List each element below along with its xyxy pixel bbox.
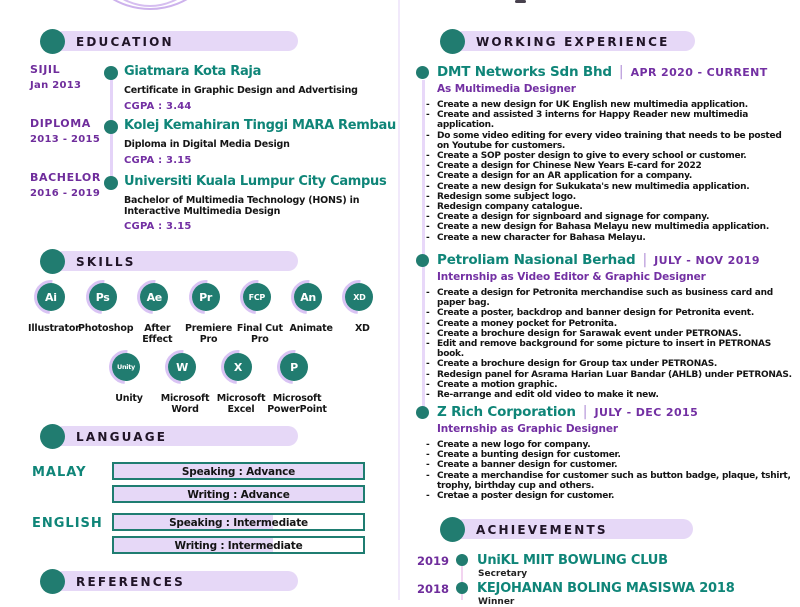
job-role: Internship as Video Editor & Graphic Designer bbox=[437, 271, 706, 283]
skill-animate bbox=[285, 283, 336, 345]
header-bullet-icon bbox=[40, 29, 65, 54]
level-dates: 2016 - 2019 bbox=[30, 188, 101, 199]
language-malay-label: MALAY bbox=[32, 465, 87, 480]
dash-marker: - bbox=[426, 379, 430, 390]
bullet-item: - Redesign some subject logo. bbox=[426, 191, 576, 202]
skill-xd bbox=[337, 283, 388, 345]
level-label: DIPLOMA bbox=[30, 117, 91, 130]
job-dates: JULY - NOV 2019 bbox=[654, 253, 760, 267]
education-entry bbox=[124, 64, 400, 112]
skill-label: Animate bbox=[289, 323, 333, 334]
job-bullets bbox=[426, 288, 796, 400]
bullet-item: - Create a money pocket for Petronita. bbox=[426, 318, 617, 329]
dash-marker: - bbox=[426, 212, 430, 223]
final-cut-pro-icon: FCP bbox=[243, 283, 271, 311]
skill-after-effect bbox=[132, 283, 183, 345]
xd-icon: XD bbox=[345, 283, 373, 311]
header-bullet-icon bbox=[440, 29, 465, 54]
skill-powerpoint bbox=[267, 353, 327, 415]
job-bullets bbox=[426, 100, 796, 243]
bullet-item: - Create a banner design for customer. bbox=[426, 460, 618, 471]
level-dates: 2013 - 2015 bbox=[30, 134, 101, 145]
dash-marker: - bbox=[426, 202, 430, 213]
references-header bbox=[40, 569, 298, 594]
language-bar-english-writing bbox=[112, 536, 365, 554]
education-header bbox=[40, 29, 298, 54]
dash-marker: - bbox=[426, 328, 430, 339]
bar-text: Speaking : Advance bbox=[181, 466, 296, 478]
job-header bbox=[416, 404, 796, 420]
level-label: BACHELOR bbox=[30, 171, 101, 184]
excel-icon: X bbox=[224, 353, 252, 381]
cropped-top-artifact bbox=[515, 0, 526, 3]
job-dmt-networks bbox=[416, 64, 796, 243]
skill-illustrator bbox=[28, 283, 80, 345]
separator: | bbox=[582, 404, 588, 420]
achievement-year: 2019 bbox=[417, 554, 450, 568]
bullet-item: - Create a poster, backdrop and banner design for Petronita event. bbox=[426, 308, 755, 319]
company-name: DMT Networks Sdn Bhd bbox=[437, 64, 612, 80]
animate-icon: An bbox=[294, 283, 322, 311]
education-level-bachelor bbox=[30, 171, 101, 199]
skills-row-1 bbox=[28, 283, 388, 345]
achievement-role: Secretary bbox=[478, 569, 528, 579]
skill-label: Microsoft PowerPoint bbox=[267, 393, 327, 415]
bullet-item: - Re-arrange and edit old video to make it new. bbox=[426, 390, 659, 401]
language-english-label: ENGLISH bbox=[32, 516, 103, 531]
language-bar-malay-writing bbox=[112, 485, 365, 503]
dash-marker: - bbox=[426, 151, 430, 162]
premiere-pro-icon: Pr bbox=[192, 283, 220, 311]
skill-label: XD bbox=[354, 323, 370, 334]
bullet-item: - Create a merchandise for customer such as button badge, plaque, tshirt, trophy, birthday cup and others. bbox=[426, 470, 791, 491]
job-dates: JULY - DEC 2015 bbox=[594, 405, 699, 419]
bullet-item: - Create a brochure design for Group tax under PETRONAS. bbox=[426, 359, 718, 370]
skill-label: Photoshop bbox=[78, 323, 134, 334]
dash-marker: - bbox=[426, 222, 430, 233]
dash-marker: - bbox=[426, 450, 430, 461]
achievements-header bbox=[440, 517, 693, 542]
dash-marker: - bbox=[426, 191, 430, 202]
word-icon: W bbox=[168, 353, 196, 381]
dash-marker: - bbox=[426, 100, 430, 110]
dash-marker: - bbox=[426, 110, 430, 121]
illustrator-icon: Ai bbox=[37, 283, 65, 311]
skills-title: SKILLS bbox=[76, 255, 136, 269]
dash-marker: - bbox=[426, 232, 430, 243]
achievements-title: ACHIEVEMENTS bbox=[476, 523, 608, 537]
job-dates: APR 2020 - CURRENT bbox=[630, 65, 768, 79]
bullet-item: - Create a design for an AR application for a company. bbox=[426, 171, 693, 182]
qualification: Bachelor of Multimedia Technology (HONS) in Interactive Multimedia Design bbox=[124, 195, 360, 217]
dash-marker: - bbox=[426, 359, 430, 370]
language-bar-english-speaking bbox=[112, 513, 365, 531]
education-entry bbox=[124, 118, 400, 166]
achievement-name: KEJOHANAN BOLING MASISWA 2018 bbox=[477, 581, 735, 596]
photoshop-icon: Ps bbox=[89, 283, 117, 311]
school-name: Giatmara Kota Raja bbox=[124, 64, 262, 79]
education-title: EDUCATION bbox=[76, 35, 174, 49]
skills-row-2 bbox=[103, 353, 327, 415]
bullet-item: - Redesign panel for Asrama Harian Luar Bandar (AHLB) under PETRONAS. bbox=[426, 369, 792, 380]
cgpa: CGPA : 3.15 bbox=[124, 221, 192, 232]
skill-label: Unity bbox=[115, 393, 143, 404]
header-bullet-icon bbox=[440, 517, 465, 542]
cgpa: CGPA : 3.44 bbox=[124, 100, 192, 112]
job-role: Internship as Graphic Designer bbox=[437, 423, 618, 435]
skill-final-cut-pro bbox=[234, 283, 285, 345]
job-petronas bbox=[416, 252, 796, 400]
job-header bbox=[416, 252, 796, 268]
language-title: LANGUAGE bbox=[76, 430, 168, 444]
bullet-item: - Cretae a poster design for customer. bbox=[426, 491, 615, 502]
bullet-item: - Create a new design for Bahasa Melayu new multimedia application. bbox=[426, 222, 770, 233]
bullet-item: - Create a new character for Bahasa Melayu. bbox=[426, 232, 646, 243]
experience-header bbox=[440, 29, 695, 54]
timeline-dot bbox=[416, 406, 429, 419]
separator: | bbox=[618, 64, 624, 80]
skill-photoshop bbox=[80, 283, 132, 345]
timeline-dot bbox=[416, 66, 429, 79]
timeline-dot bbox=[104, 176, 118, 190]
dash-marker: - bbox=[426, 339, 430, 350]
dash-marker: - bbox=[426, 161, 430, 172]
bar-text: Speaking : Intermediate bbox=[169, 517, 308, 529]
skill-label: After Effect bbox=[142, 323, 173, 345]
dash-marker: - bbox=[426, 308, 430, 319]
school-name: Universiti Kuala Lumpur City Campus bbox=[124, 174, 387, 189]
timeline-dot bbox=[104, 66, 118, 80]
bullet-item: - Create a design for Petronita merchandise such as business card and paper bag. bbox=[426, 288, 773, 309]
dash-marker: - bbox=[426, 318, 430, 329]
bullet-item: - Create a new logo for company. bbox=[426, 440, 591, 450]
language-header bbox=[40, 424, 298, 449]
timeline-dot bbox=[416, 254, 429, 267]
skill-label: Illustrator bbox=[28, 323, 80, 334]
job-z-rich bbox=[416, 404, 796, 501]
after-effects-icon: Ae bbox=[140, 283, 168, 311]
company-name: Petroliam Nasional Berhad bbox=[437, 252, 636, 268]
skill-premiere-pro bbox=[183, 283, 234, 345]
separator: | bbox=[642, 252, 648, 268]
timeline-dot bbox=[104, 120, 118, 134]
achievement-year: 2018 bbox=[417, 582, 450, 596]
dash-marker: - bbox=[426, 390, 430, 401]
education-entry bbox=[124, 174, 400, 232]
skill-label: Microsoft Excel bbox=[216, 393, 266, 415]
skill-word bbox=[159, 353, 211, 415]
achievement-name: UniKL MIIT BOWLING CLUB bbox=[477, 553, 668, 568]
timeline-dot bbox=[456, 554, 468, 566]
dash-marker: - bbox=[426, 130, 430, 141]
education-level-diploma bbox=[30, 117, 100, 145]
cgpa: CGPA : 3.15 bbox=[124, 154, 192, 166]
bullet-item: - Create a new design for UK English new multimedia application. bbox=[426, 100, 748, 110]
dash-marker: - bbox=[426, 369, 430, 380]
header-bullet-icon bbox=[40, 569, 65, 594]
bullet-item: - Create a new design for Sukukata's new multimedia application. bbox=[426, 181, 750, 192]
education-level-sijil bbox=[30, 63, 81, 91]
bullet-item: - Do some video editing for every video training that needs to be posted on Youtube for customers. bbox=[426, 130, 782, 151]
skill-label: Final Cut Pro bbox=[236, 323, 283, 345]
qualification: Certificate in Graphic Design and Advertising bbox=[124, 85, 358, 96]
skill-label: Premiere Pro bbox=[184, 323, 233, 345]
company-name: Z Rich Corporation bbox=[437, 404, 576, 420]
bullet-item: - Create a brochure design for Sarawak event under PETRONAS. bbox=[426, 328, 742, 339]
bullet-item: - Create and assisted 3 interns for Happy Reader new multimedia application. bbox=[426, 110, 749, 131]
level-dates: Jan 2013 bbox=[30, 80, 82, 91]
achievements-timeline bbox=[461, 560, 463, 600]
timeline-dot bbox=[456, 582, 468, 594]
bullet-item: - Create a design for signboard and signage for company. bbox=[426, 212, 710, 223]
skill-label: Microsoft Word bbox=[160, 393, 210, 415]
dash-marker: - bbox=[426, 470, 430, 481]
job-role: As Multimedia Designer bbox=[437, 83, 576, 95]
references-title: REFERENCES bbox=[76, 575, 185, 589]
bullet-item: - Create a motion graphic. bbox=[426, 379, 558, 390]
job-header bbox=[416, 64, 796, 80]
bar-text: Writing : Advance bbox=[187, 489, 290, 501]
dash-marker: - bbox=[426, 460, 430, 471]
level-label: SIJIL bbox=[30, 63, 61, 76]
profile-ring-arc-inner bbox=[92, 0, 208, 7]
dash-marker: - bbox=[426, 171, 430, 182]
skill-excel bbox=[215, 353, 267, 415]
bullet-item: - Create a bunting design for customer. bbox=[426, 450, 621, 461]
skill-unity bbox=[103, 353, 155, 415]
bullet-item: - Redesign company catalogue. bbox=[426, 202, 583, 213]
bullet-item: - Edit and remove background for some picture to insert in PETRONAS book. bbox=[426, 339, 772, 360]
dash-marker: - bbox=[426, 491, 430, 502]
qualification: Diploma in Digital Media Design bbox=[124, 139, 290, 150]
dash-marker: - bbox=[426, 288, 430, 298]
job-bullets bbox=[426, 440, 796, 501]
skills-header bbox=[40, 249, 298, 274]
bullet-item: - Create a design for Chinese New Years E-card for 2022 bbox=[426, 161, 702, 172]
dash-marker: - bbox=[426, 440, 430, 450]
experience-title: WORKING EXPERIENCE bbox=[476, 35, 670, 49]
language-bar-malay-speaking bbox=[112, 462, 365, 480]
bullet-item: - Create a SOP poster design to give to every school or customer. bbox=[426, 151, 747, 162]
bar-text: Writing : Intermediate bbox=[174, 540, 303, 552]
achievement-role: Winner bbox=[478, 597, 515, 607]
dash-marker: - bbox=[426, 181, 430, 192]
powerpoint-icon: P bbox=[280, 353, 308, 381]
unity-icon: Unity bbox=[112, 353, 140, 381]
header-bullet-icon bbox=[40, 249, 65, 274]
header-bullet-icon bbox=[40, 424, 65, 449]
school-name: Kolej Kemahiran Tinggi MARA Rembau bbox=[124, 118, 396, 133]
